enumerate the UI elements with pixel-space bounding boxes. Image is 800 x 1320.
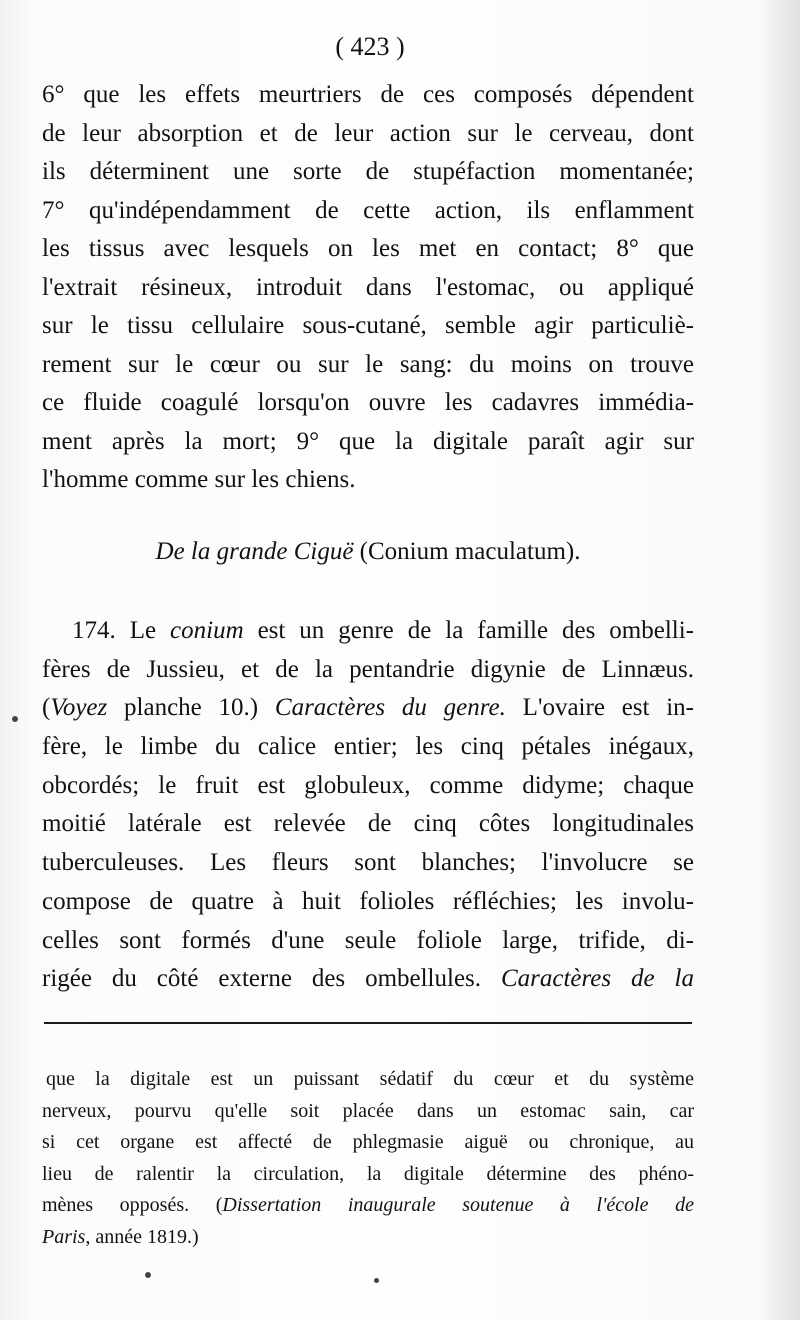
text-line: de leur absorption et de leur action sur le cerveau, dont: [42, 119, 694, 147]
heading-latin-name: (Conium maculatum).: [353, 538, 581, 565]
italic-run: Caractères du genre.: [274, 694, 506, 722]
text-line: tuberculeuses. Les fleurs sont blanches; l'involucre se: [42, 849, 694, 877]
text-line: ils déterminent une sorte de stupéfaction momentanée;: [42, 158, 694, 185]
text-line: 7° qu'indépendamment de cette action, ils enflamment: [42, 196, 694, 224]
heading-italic: De la grande Ciguë: [155, 538, 354, 565]
text-line: 6° que les effets meurtriers de ces composés dépendent: [42, 81, 694, 108]
page-number: ( 423 ): [335, 32, 405, 61]
page-gutter-shadow: [760, 0, 800, 1320]
text-line: fères de Jussieu, et de la pentandrie digynie de Linnæus.: [42, 655, 694, 683]
text-run: (: [42, 694, 51, 722]
italic-run: Dissertation inaugurale soutenue à l'école de: [222, 1194, 694, 1216]
footnote-line: que la digitale est un puissant sédatif du cœur et du système: [46, 1068, 694, 1090]
text-line: l'homme comme sur les chiens.: [42, 466, 356, 493]
section-heading-grande-cigue: [42, 533, 694, 571]
italic-run: conium: [170, 617, 244, 644]
text-line: [42, 689, 694, 728]
paragraph-digitale-conclusions: [42, 76, 694, 500]
text-run: planche 10.): [107, 694, 275, 722]
footnote: [42, 1064, 694, 1253]
text-line: rement sur le cœur ou sur le sang: du moins on trouve: [42, 350, 694, 378]
text-line: ment après la mort; 9° que la digitale paraît agir sur: [42, 427, 694, 455]
italic-run: Caractères de la: [500, 965, 694, 993]
text-run: est un genre de la famille des ombelli-: [243, 617, 694, 644]
text-run: mènes opposés. (: [42, 1194, 223, 1216]
text-line: [42, 960, 694, 999]
ink-speck: [374, 1278, 379, 1283]
text-line: [42, 612, 694, 651]
text-run: 174. Le: [72, 617, 171, 644]
footnote-line: si cet organe est affecté de phlegmasie aiguë ou chronique, au: [42, 1131, 694, 1153]
paragraph-conium: [42, 612, 694, 999]
text-line: fère, le limbe du calice entier; les cinq pétales inégaux,: [42, 733, 694, 761]
text-run: , année 1819.): [85, 1225, 199, 1248]
ink-speck: [145, 1272, 151, 1278]
footnote-line: nerveux, pourvu qu'elle soit placée dans un estomac sain, car: [42, 1099, 694, 1122]
text-line: moitié latérale est relevée de cinq côtes longitudinales: [42, 810, 694, 838]
text-line: compose de quatre à huit folioles réfléchies; les involu-: [42, 887, 694, 915]
text-line: celles sont formés d'une seule foliole large, trifide, di-: [42, 926, 694, 954]
text-line: l'extrait résineux, introduit dans l'estomac, ou appliqué: [42, 273, 694, 301]
text-line: les tissus avec lesquels on les met en contact; 8° que: [42, 235, 694, 262]
footnote-line: lieu de ralentir la circulation, la digitale détermine des phéno-: [42, 1162, 694, 1185]
footnote-line: [42, 1222, 694, 1254]
text-run: L'ovaire est in-: [505, 694, 695, 722]
ink-speck: [12, 716, 18, 722]
footnote-line: [42, 1190, 694, 1222]
footnote-separator-rule: [44, 1022, 692, 1024]
text-line: obcordés; le fruit est globuleux, comme didyme; chaque: [42, 771, 694, 799]
italic-run: Voyez: [50, 694, 108, 722]
text-run: rigée du côté externe des ombellules.: [42, 965, 501, 993]
italic-run: Paris: [42, 1225, 86, 1248]
text-line: ce fluide coagulé lorsqu'on ouvre les cadavres immédia-: [42, 389, 694, 416]
text-line: sur le tissu cellulaire sous-cutané, semble agir particuliè-: [42, 312, 694, 339]
